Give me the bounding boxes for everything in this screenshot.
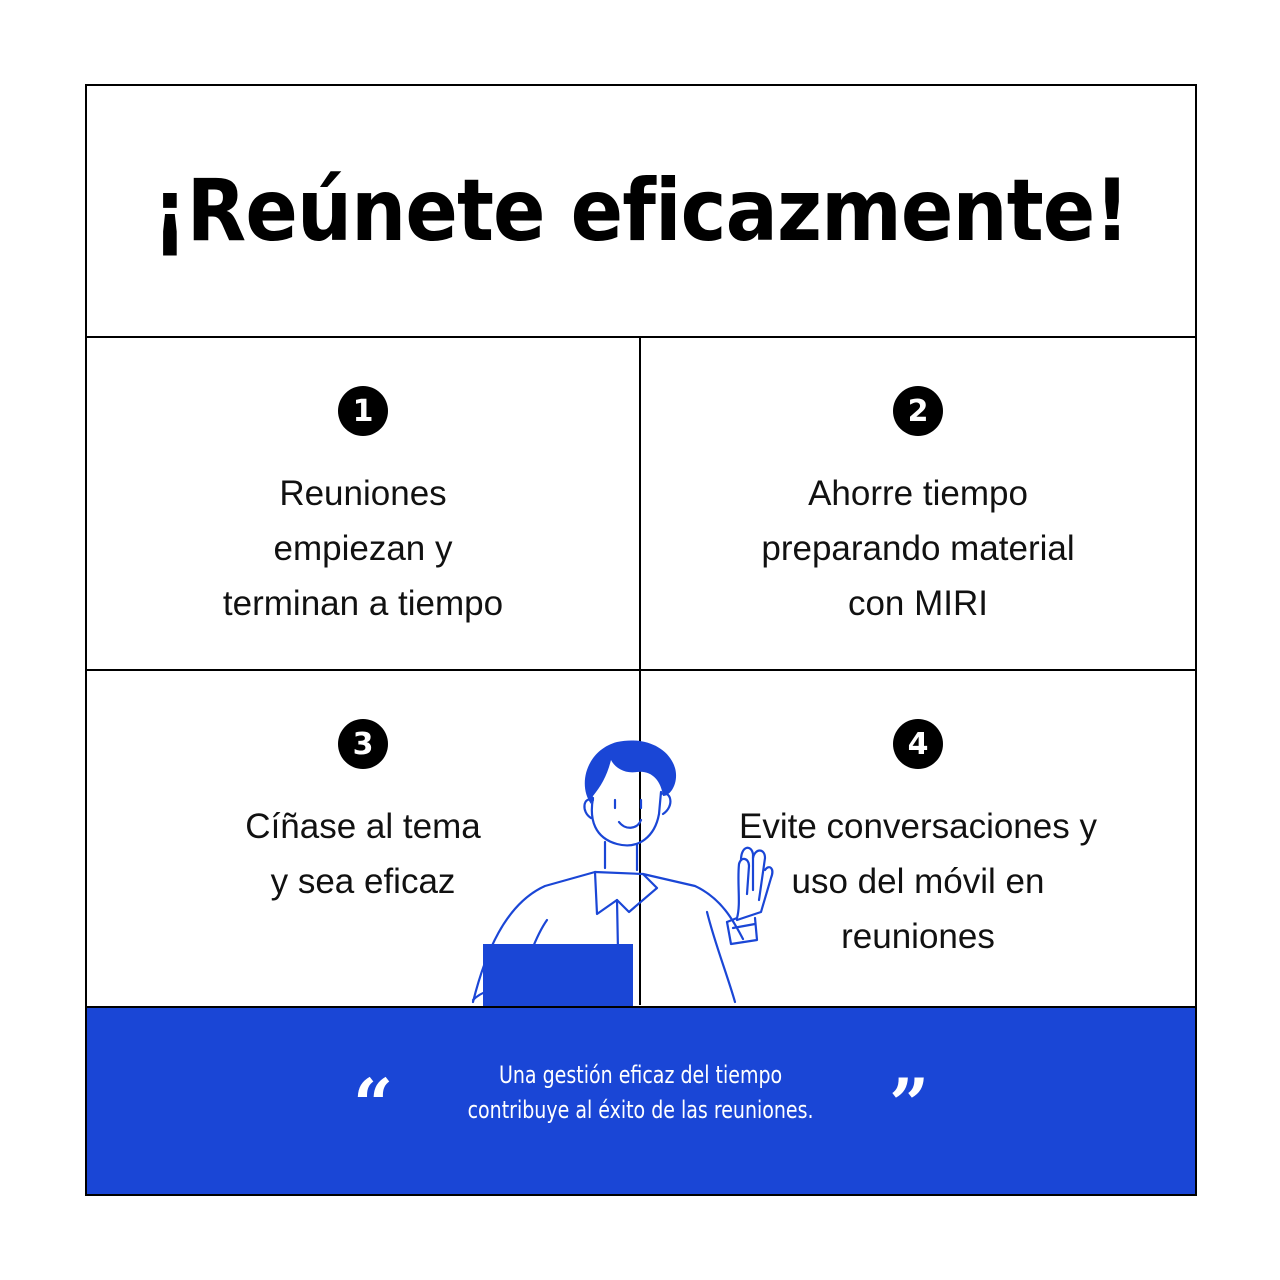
number-badge: 3 (338, 719, 388, 769)
tip-text: Ahorre tiempo preparando material con MIRI (761, 474, 1075, 623)
tip-text: Reuniones empiezan y terminan a tiempo (222, 474, 504, 623)
tip-card-2 (641, 338, 1195, 671)
infographic-frame (85, 84, 1197, 1196)
number-badge: 2 (893, 386, 943, 436)
close-quote-icon: ” (889, 1063, 930, 1146)
number-badge: 4 (893, 719, 943, 769)
quote-banner (87, 1006, 1195, 1194)
title-section (87, 86, 1195, 338)
open-quote-icon: “ (353, 1063, 394, 1146)
number-badge: 1 (338, 386, 388, 436)
page-title: ¡Reúnete eficazmente! (152, 161, 1130, 261)
tip-text: Cíñase al tema y sea eficaz (245, 807, 481, 901)
quote-text: Una gestión eficaz del tiempo contribuye al éxito de las reuniones. (468, 1061, 814, 1124)
tip-text: Evite conversaciones y uso del móvil en reuniones (739, 807, 1097, 956)
tip-card-1 (87, 338, 641, 671)
